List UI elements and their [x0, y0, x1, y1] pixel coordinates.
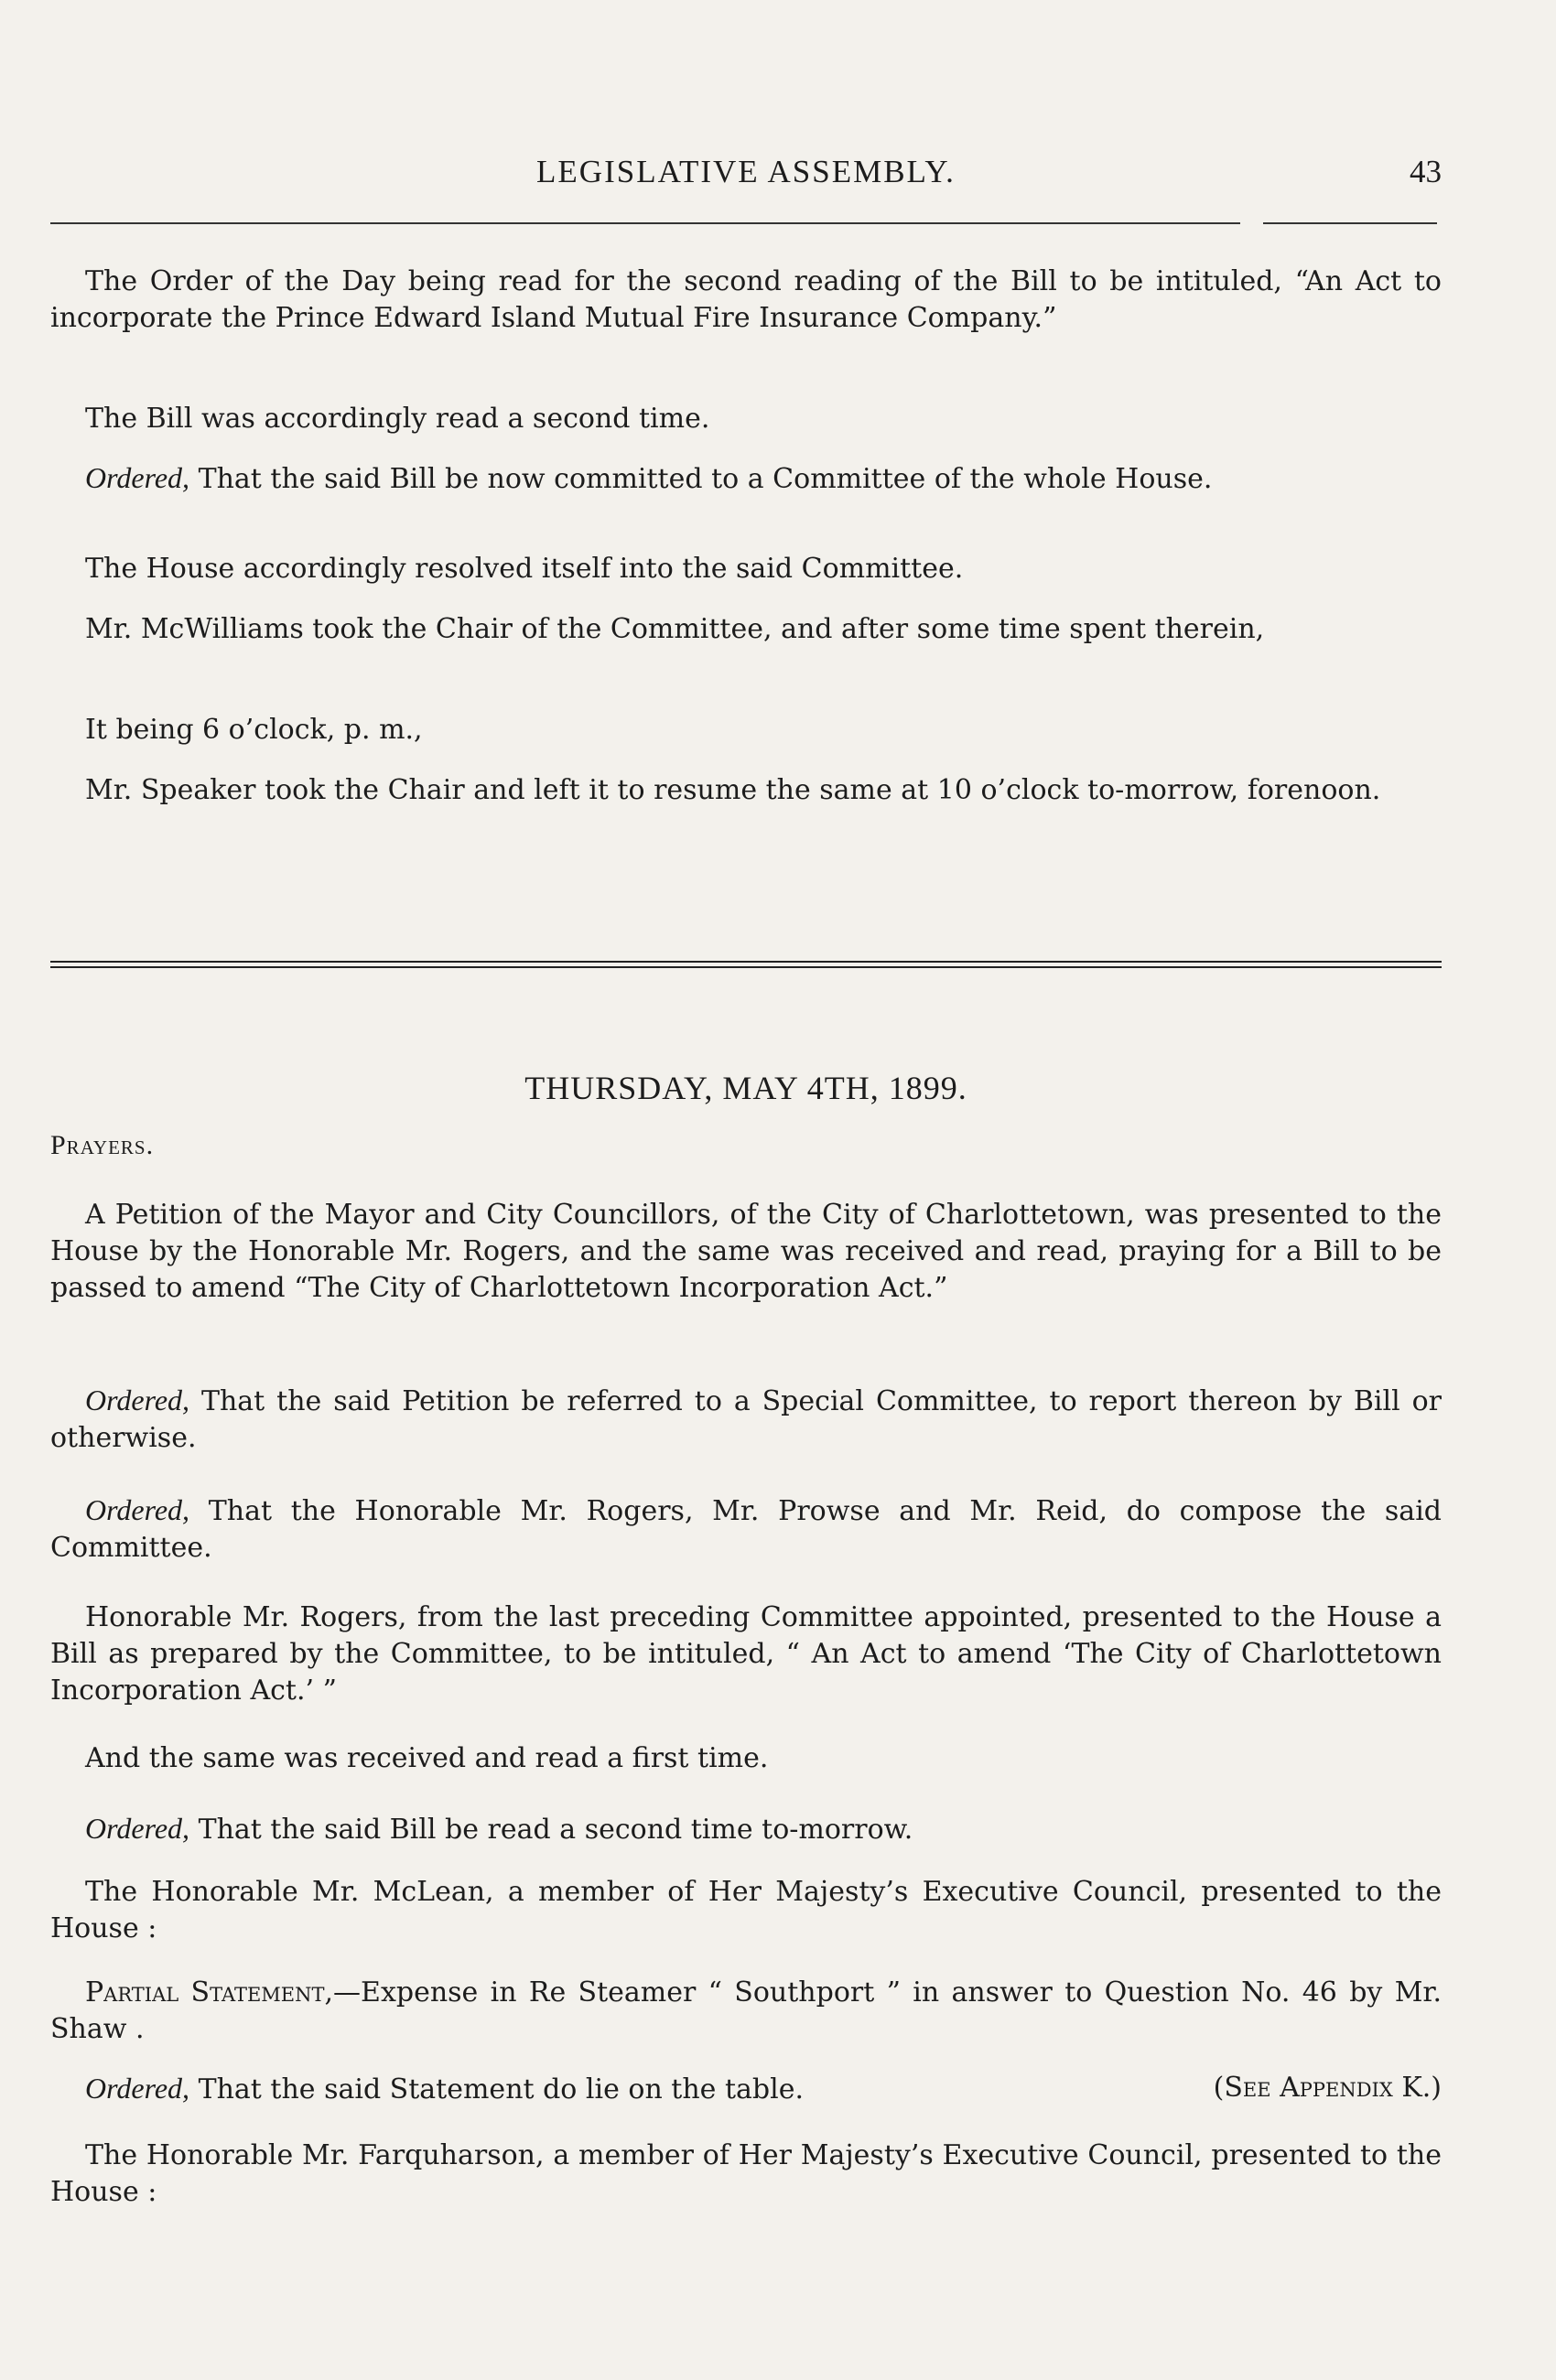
- ordered-label: Ordered,: [85, 1493, 190, 1526]
- paragraph-second-reading: [50, 401, 1442, 437]
- paragraph-ordered-committed: [50, 459, 1442, 498]
- paragraph-six-oclock: [50, 712, 1442, 748]
- appendix-reference: (See Appendix K.): [1213, 2072, 1442, 2104]
- paragraph-text: That the said Petition be referred to a Special Committee, to report thereon by Bill or otherwise.: [50, 1385, 1442, 1454]
- paragraph-text: It being 6 o’clock, p. m.,: [85, 714, 423, 746]
- paragraph-mcwilliams: [50, 611, 1442, 648]
- paragraph-speaker: [50, 772, 1442, 809]
- paragraph-text: The House accordingly resolved itself into the said Committee.: [85, 553, 964, 585]
- paragraph-petition: [50, 1197, 1442, 1307]
- paragraph-text: That the said Statement do lie on the table.: [198, 2073, 804, 2105]
- paragraph-ordered-second: [50, 1810, 1442, 1848]
- paragraph-text: The Order of the Day being read for the second reading of the Bill to be intituled, “An Act to incorporate the Prince Edward Island Mutual Fire Insurance Company.”: [50, 265, 1442, 334]
- paragraph-text: And the same was received and read a first time.: [85, 1742, 769, 1774]
- header-rule: [50, 222, 1240, 224]
- running-title: LEGISLATIVE ASSEMBLY.: [536, 154, 956, 189]
- paragraph-mclean: [50, 1874, 1442, 1947]
- paragraph-text: The Honorable Mr. McLean, a member of Her Majesty’s Executive Council, presented to the House :: [50, 1876, 1442, 1944]
- paragraph-house-resolved: [50, 551, 1442, 587]
- page-number: 43: [1410, 154, 1442, 189]
- paragraph-text: Mr. McWilliams took the Chair of the Committee, and after some time spent therein,: [85, 613, 1265, 645]
- paragraph-text: That the Honorable Mr. Rogers, Mr. Prowse and Mr. Reid, do compose the said Committee.: [50, 1495, 1442, 1564]
- paragraph-text: —Expense in Re Steamer “ Southport ” in answer to Question No. 46 by Mr. Shaw .: [50, 1976, 1442, 2045]
- running-head: [50, 154, 1442, 199]
- paragraph-ordered-table: [50, 2070, 1442, 2108]
- date-heading: THURSDAY, MAY 4TH, 1899.: [524, 1070, 967, 1106]
- paragraph-text: The Honorable Mr. Farquharson, a member of Her Majesty’s Executive Council, presented to the House :: [50, 2139, 1442, 2208]
- header-rule-right: [1263, 222, 1437, 224]
- paragraph-ordered-refer: [50, 1382, 1442, 1457]
- paragraph-farquharson: [50, 2138, 1442, 2211]
- paragraph-text: Honorable Mr. Rogers, from the last preceding Committee appointed, presented to the House a Bill as prepared by the Committee, to be intituled, “ An Act to amend ‘The City of Charlottetown Incorporation Act.’ ”: [50, 1601, 1442, 1707]
- paragraph-text: Mr. Speaker took the Chair and left it to resume the same at 10 o’clock to-morrow, forenoon.: [85, 774, 1381, 806]
- paragraph-text: That the said Bill be now committed to a Committee of the whole House.: [198, 463, 1213, 495]
- paragraph-partial-statement: [50, 1975, 1442, 2048]
- paragraph-order-of-day: [50, 264, 1442, 337]
- ordered-label: Ordered,: [85, 1384, 190, 1416]
- prayers-label: Prayers.: [50, 1130, 155, 1160]
- paragraph-text: A Petition of the Mayor and City Councillors, of the City of Charlottetown, was presented to the House by the Honorable Mr. Rogers, and the same was received and read, praying for a Bill to be passed to amend “The City of Charlottetown Incorporation Act.”: [50, 1199, 1442, 1304]
- partial-statement-label: Partial Statement,: [85, 1976, 334, 2008]
- paragraph-first-time: [50, 1740, 1442, 1777]
- paragraph-text: That the said Bill be read a second time to-morrow.: [198, 1814, 913, 1846]
- section-divider: [50, 961, 1442, 968]
- paragraph-ordered-compose: [50, 1492, 1442, 1567]
- paragraph-text: The Bill was accordingly read a second time.: [85, 403, 710, 435]
- paragraph-rogers-bill: [50, 1599, 1442, 1709]
- ordered-label: Ordered,: [85, 461, 190, 494]
- ordered-label: Ordered,: [85, 2072, 190, 2105]
- ordered-label: Ordered,: [85, 1812, 190, 1845]
